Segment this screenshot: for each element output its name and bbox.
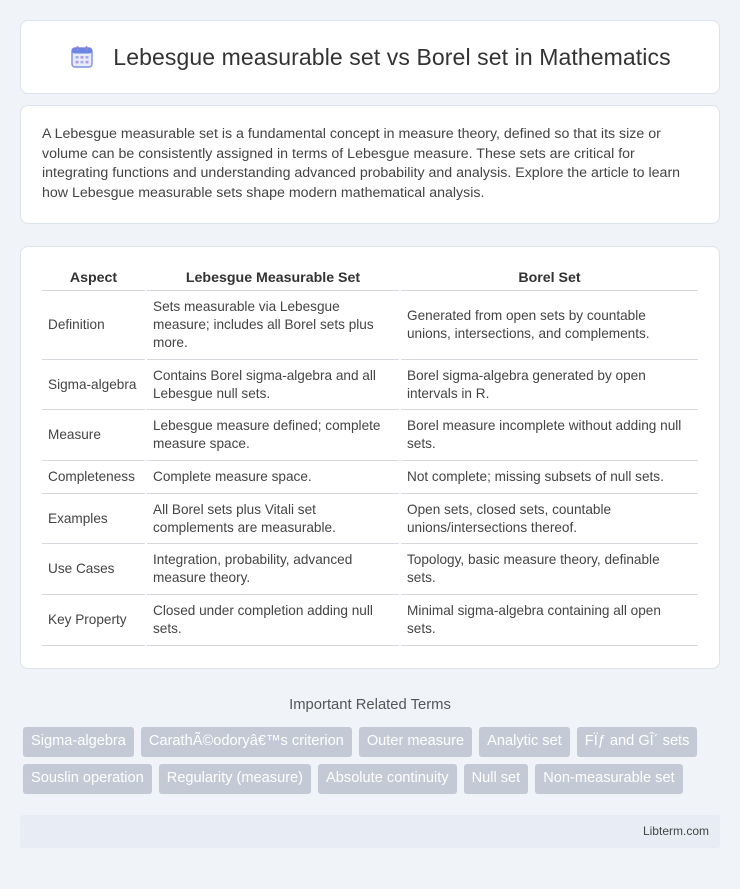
row-borel: Borel sigma-algebra generated by open intervals in R.: [400, 359, 698, 410]
tag-souslin-operation[interactable]: Souslin operation: [23, 764, 152, 794]
table-row: [42, 410, 698, 461]
table-row: [42, 460, 698, 493]
tag-caratheodory-criterion[interactable]: CarathÃ©odoryâ€™s criterion: [141, 727, 352, 757]
row-borel: Open sets, closed sets, countable unions/intersections thereof.: [400, 493, 698, 544]
row-borel: Borel measure incomplete without adding null sets.: [400, 410, 698, 461]
related-terms-tags: [20, 727, 720, 794]
table-row: [42, 359, 698, 410]
intro-card: [20, 105, 720, 224]
row-aspect: Key Property: [42, 594, 146, 645]
row-aspect: Measure: [42, 410, 146, 461]
tag-null-set[interactable]: Null set: [464, 764, 529, 794]
row-borel: Topology, basic measure theory, definable sets.: [400, 544, 698, 595]
table-row: [42, 594, 698, 645]
row-borel: Minimal sigma-algebra containing all open sets.: [400, 594, 698, 645]
row-lebesgue: Lebesgue measure defined; complete measure space.: [146, 410, 400, 461]
row-aspect: Completeness: [42, 460, 146, 493]
related-terms-heading: Important Related Terms: [289, 696, 451, 713]
row-borel: Not complete; missing subsets of null sets.: [400, 460, 698, 493]
tag-f-sigma-g-delta-sets[interactable]: FÏƒ and GÎ´ sets: [577, 727, 698, 757]
row-lebesgue: All Borel sets plus Vitali set complements are measurable.: [146, 493, 400, 544]
row-aspect: Sigma-algebra: [42, 359, 146, 410]
comparison-table: [42, 266, 698, 645]
intro-text: A Lebesgue measurable set is a fundamental concept in measure theory, defined so that its size or volume can be consistently assigned in terms of Lebesgue measure. These sets are critical for integrating functions and understanding advanced probability and analysis. Explore the article to learn how Lebesgue measurable sets shape modern mathematical analysis.: [42, 126, 681, 201]
tag-absolute-continuity[interactable]: Absolute continuity: [318, 764, 457, 794]
row-lebesgue: Closed under completion adding null sets.: [146, 594, 400, 645]
row-aspect: Use Cases: [42, 544, 146, 595]
table-row: [42, 544, 698, 595]
header-aspect: Aspect: [42, 266, 146, 291]
row-aspect: Definition: [42, 291, 146, 359]
row-lebesgue: Sets measurable via Lebesgue measure; includes all Borel sets plus more.: [146, 291, 400, 359]
header-borel: Borel Set: [400, 266, 698, 291]
page-title: Lebesgue measurable set vs Borel set in Mathematics: [113, 43, 671, 70]
comparison-table-card: [20, 246, 720, 668]
row-aspect: Examples: [42, 493, 146, 544]
related-terms-section: [20, 697, 720, 794]
row-borel: Generated from open sets by countable unions, intersections, and complements.: [400, 291, 698, 359]
tag-regularity-measure[interactable]: Regularity (measure): [159, 764, 311, 794]
tag-outer-measure[interactable]: Outer measure: [359, 727, 472, 757]
footer: [20, 815, 720, 848]
table-row: [42, 493, 698, 544]
table-row: [42, 291, 698, 359]
header-lebesgue: Lebesgue Measurable Set: [146, 266, 400, 291]
tag-non-measurable-set[interactable]: Non-measurable set: [535, 764, 682, 794]
tag-sigma-algebra[interactable]: Sigma-algebra: [23, 727, 134, 757]
row-lebesgue: Complete measure space.: [146, 460, 400, 493]
calendar-icon: [69, 44, 95, 70]
row-lebesgue: Integration, probability, advanced measure theory.: [146, 544, 400, 595]
footer-site-link[interactable]: Libterm.com: [642, 824, 709, 839]
table-header-row: [42, 266, 698, 291]
row-lebesgue: Contains Borel sigma-algebra and all Lebesgue null sets.: [146, 359, 400, 410]
tag-analytic-set[interactable]: Analytic set: [479, 727, 570, 757]
title-card: [20, 20, 720, 94]
